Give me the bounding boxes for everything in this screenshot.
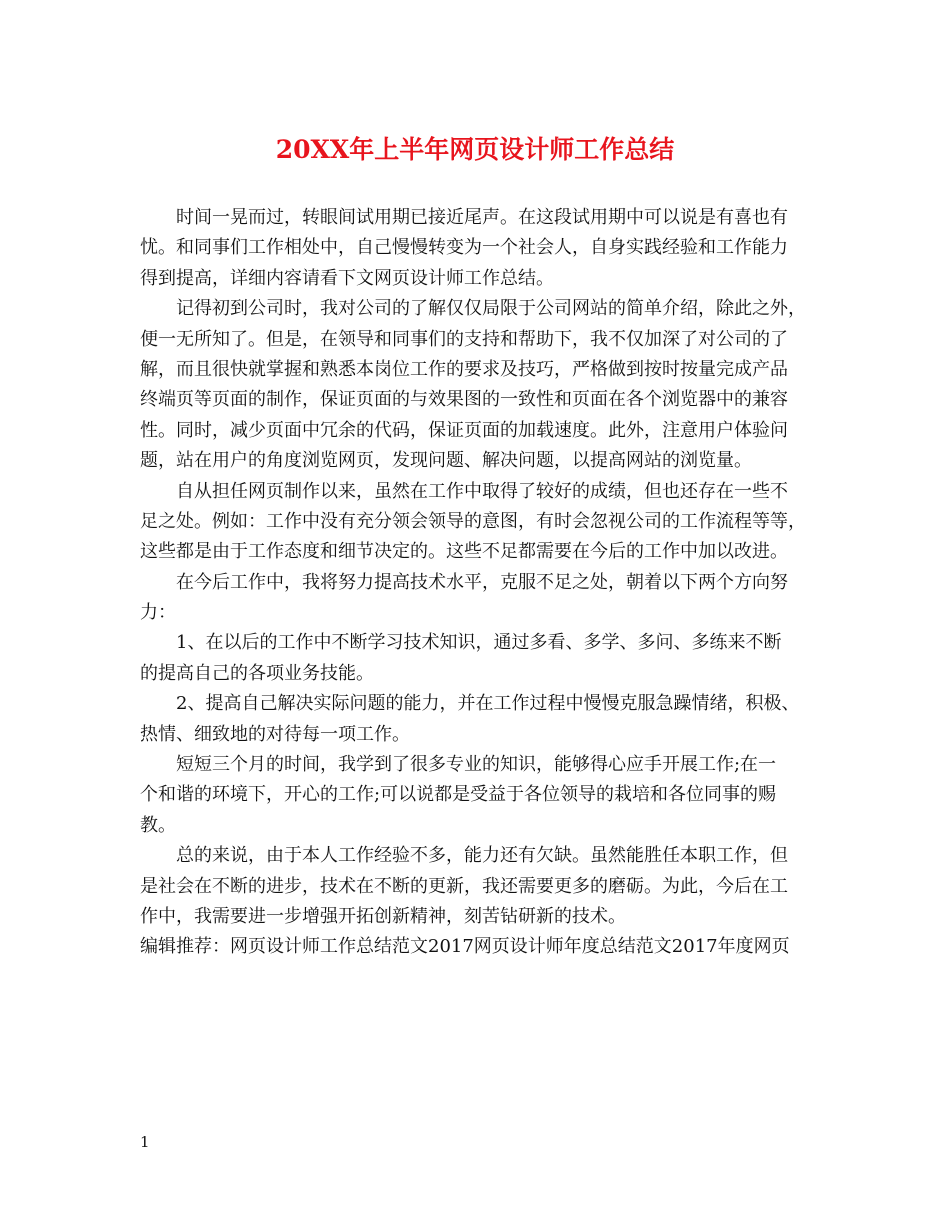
paragraph-line: 题，站在用户的角度浏览网页，发现问题、解决问题，以提高网站的浏览量。 [140,450,752,472]
paragraph-line: 2、提高自己解决实际问题的能力，并在工作过程中慢慢克服急躁情绪，积极、 [176,693,800,715]
paragraph-line: 终端页等页面的制作，保证页面的与效果图的一致性和页面在各个浏览器中的兼容 [140,389,788,411]
paragraph-line: 教。 [140,814,176,836]
page-number: 1 [140,1133,150,1151]
paragraph-line: 性。同时，减少页面中冗余的代码，保证页面的加载速度。此外，注意用户体验问 [140,419,788,441]
paragraph-line: 自从担任网页制作以来，虽然在工作中取得了较好的成绩，但也还存在一些不 [176,480,788,502]
body-paragraph [140,568,820,629]
paragraph-line: 解，而且很快就掌握和熟悉本岗位工作的要求及技巧，严格做到按时按量完成产品 [140,358,788,380]
paragraph-line: 是社会在不断的进步，技术在不断的更新，我还需要更多的磨砺。为此，今后在工 [140,875,788,897]
recommendation-paragraph [140,932,820,962]
paragraph-line: 得到提高，详细内容请看下文网页设计师工作总结。 [140,267,554,289]
paragraph-line: 短短三个月的时间，我学到了很多专业的知识，能够得心应手开展工作;在一 [176,754,777,776]
document-title: 20XX年上半年网页设计师工作总结 [275,135,675,164]
body-paragraph [140,750,820,841]
paragraph-line: 在今后工作中，我将努力提高技术水平，克服不足之处，朝着以下两个方向努 [176,571,788,593]
body-paragraph [140,477,820,568]
paragraph-line: 忧。和同事们工作相处中，自己慢慢转变为一个社会人，自身实践经验和工作能力 [140,237,788,259]
paragraph-line: 热情、细致地的对待每一项工作。 [140,723,410,745]
paragraph-line: 作中，我需要进一步增强开拓创新精神，刻苦钻研新的技术。 [140,905,626,927]
body-paragraph [140,294,820,476]
body-paragraph [140,689,820,750]
paragraph-line: 1、在以后的工作中不断学习技术知识，通过多看、多学、多问、多练来不断 [176,632,782,654]
body-paragraph [140,841,820,932]
body-paragraph [140,628,820,689]
paragraph-line: 便一无所知了。但是，在领导和同事们的支持和帮助下，我不仅加深了对公司的了 [140,328,788,350]
paragraph-line: 力： [140,602,176,624]
paragraph-line: 足之处。例如：工作中没有充分领会领导的意图，有时会忽视公司的工作流程等等， [140,510,806,532]
paragraph-line: 的提高自己的各项业务技能。 [140,662,374,684]
paragraph-line: 记得初到公司时，我对公司的了解仅仅局限于公司网站的简单介绍，除此之外， [176,298,806,320]
body-paragraph [140,203,820,294]
paragraph-line: 编辑推荐：网页设计师工作总结范文2017网页设计师年度总结范文2017年度网页 [140,936,790,958]
document-body [140,203,820,963]
paragraph-line: 总的来说，由于本人工作经验不多，能力还有欠缺。虽然能胜任本职工作，但 [176,845,788,867]
paragraph-line: 个和谐的环境下，开心的工作;可以说都是受益于各位领导的栽培和各位同事的赐 [140,784,777,806]
paragraph-line: 时间一晃而过，转眼间试用期已接近尾声。在这段试用期中可以说是有喜也有 [176,207,788,228]
paragraph-line: 这些都是由于工作态度和细节决定的。这些不足都需要在今后的工作中加以改进。 [140,541,788,563]
